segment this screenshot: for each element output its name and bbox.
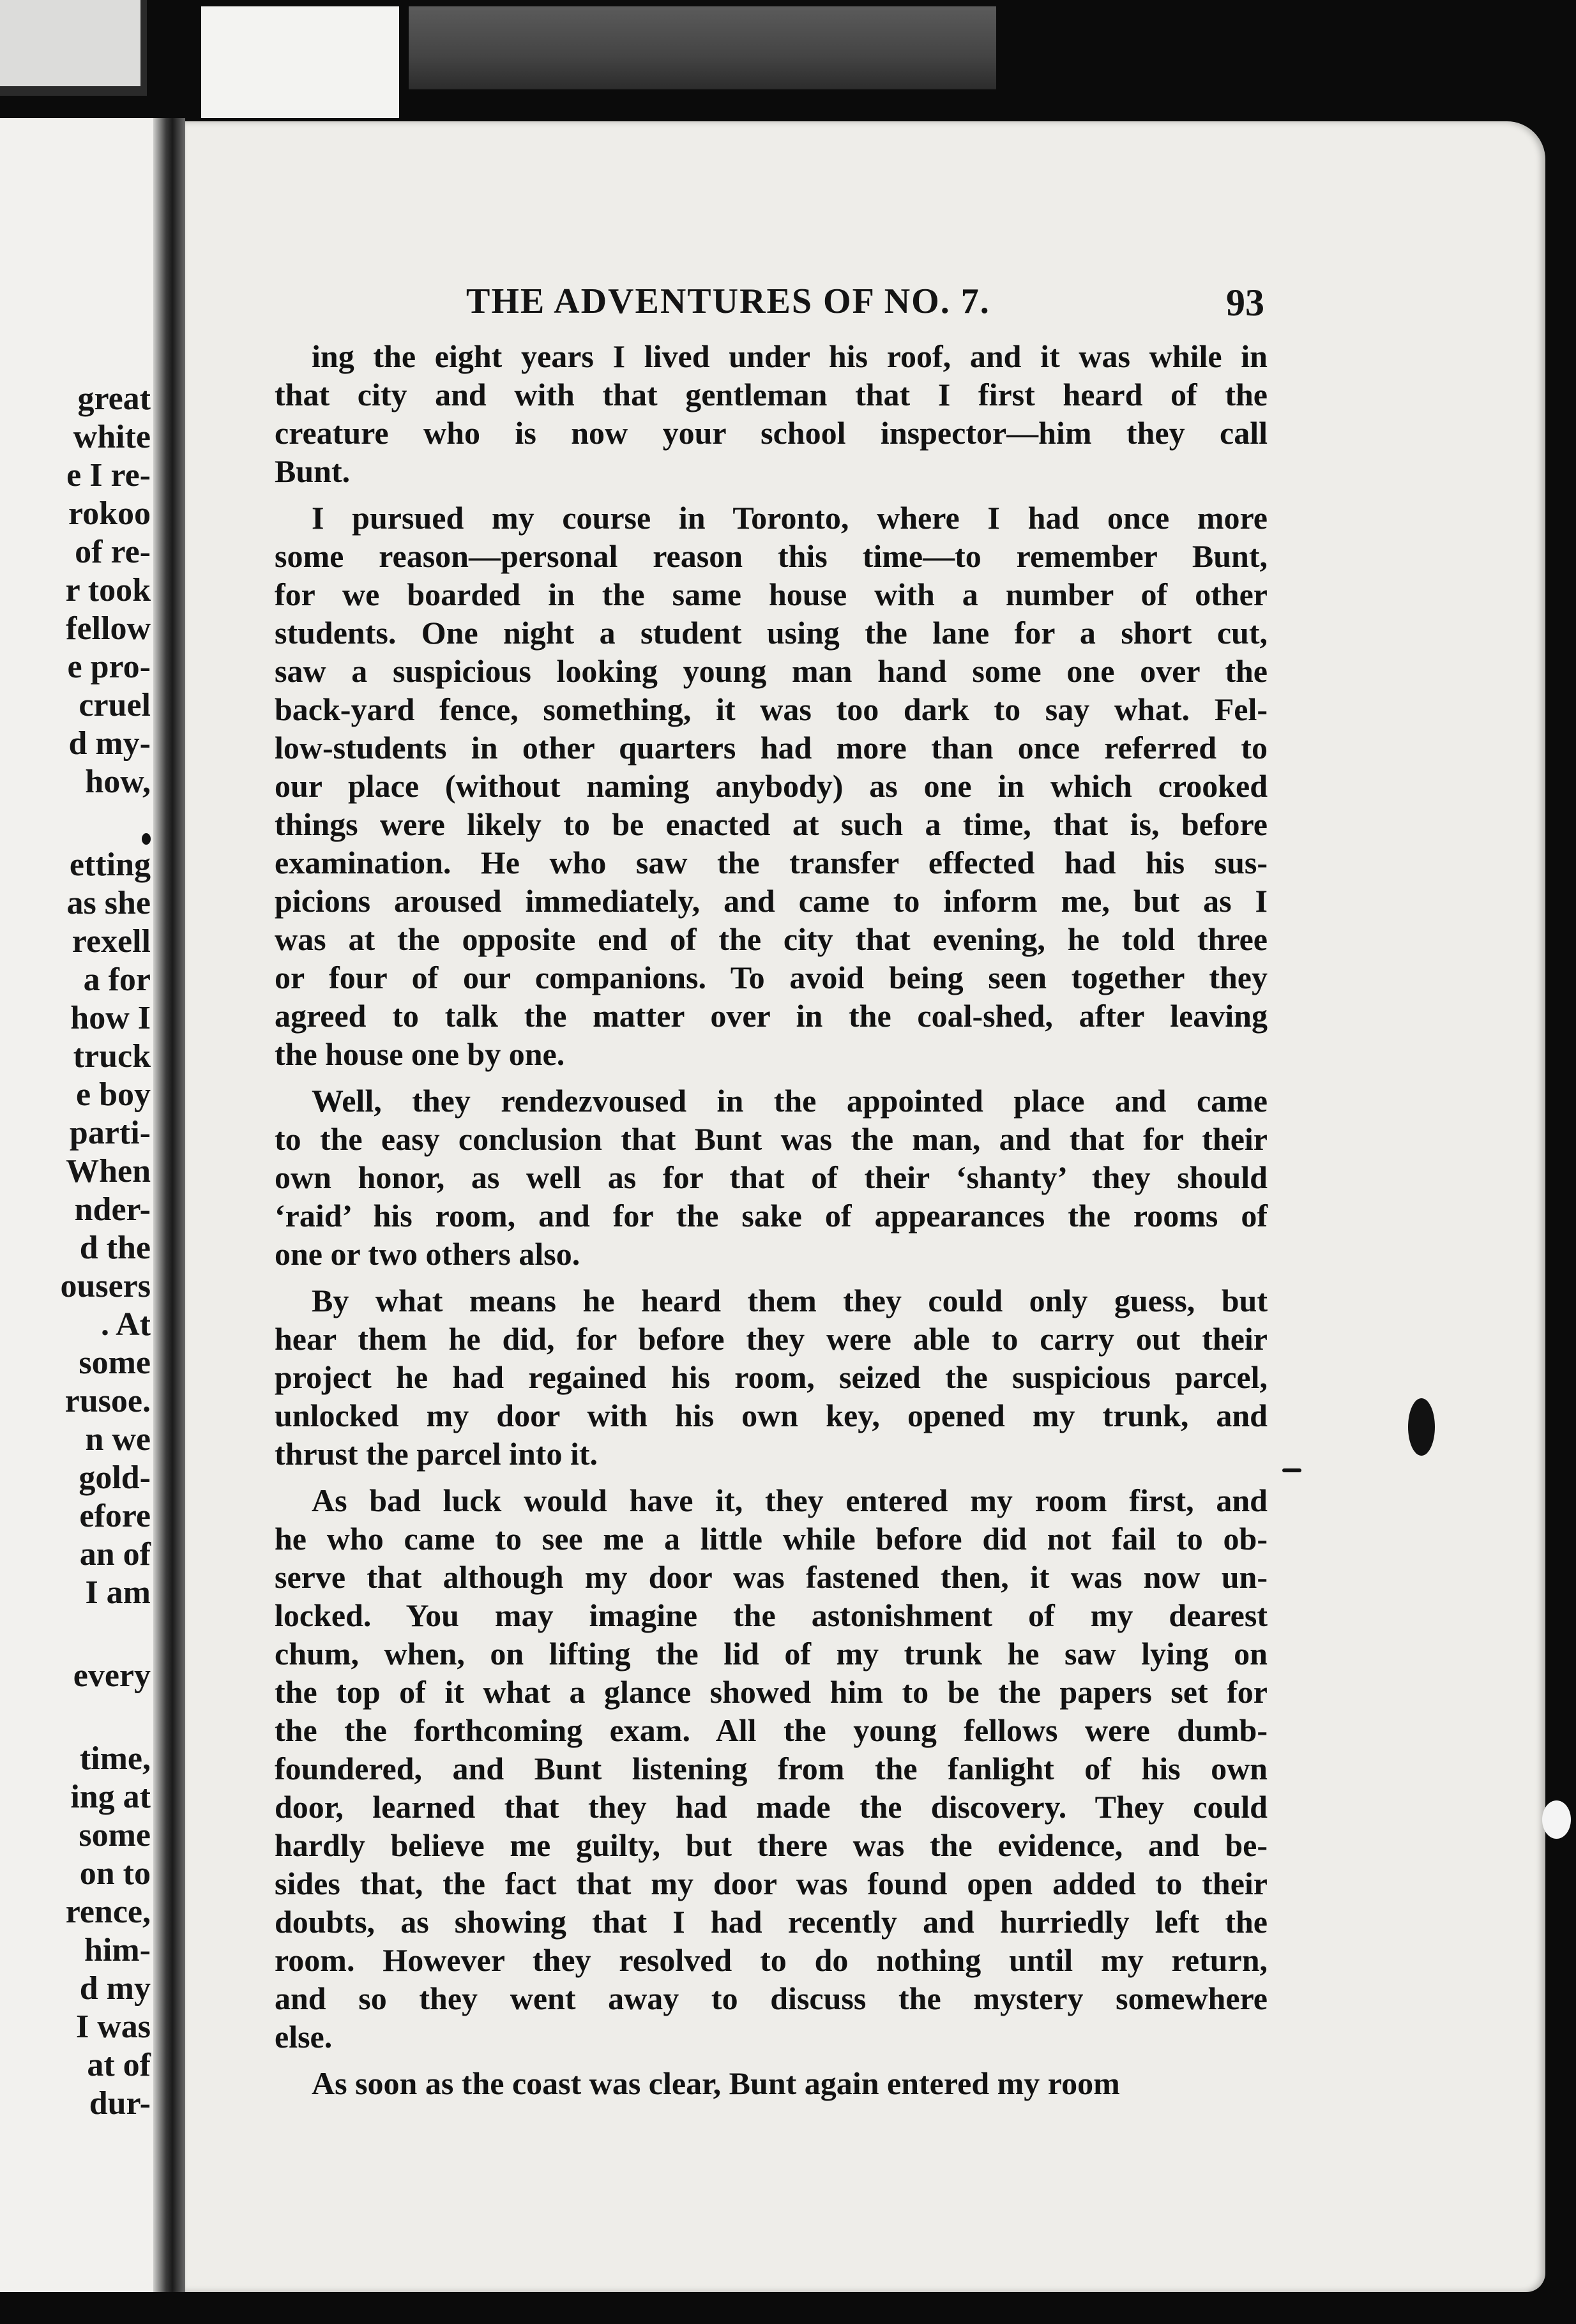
left-page-fragment: efore bbox=[79, 1498, 151, 1534]
left-page-fragment: dur- bbox=[89, 2085, 151, 2122]
left-page-fragment: rexell bbox=[72, 923, 151, 960]
text-line: saw a suspicious looking young man hand some one over the bbox=[275, 653, 1268, 689]
left-page-fragment: e I re- bbox=[66, 457, 151, 494]
left-page-fragment: gold- bbox=[79, 1460, 151, 1496]
ink-blot bbox=[1408, 1398, 1435, 1456]
text-line: was at the opposite end of the city that evening, he told three bbox=[275, 921, 1268, 957]
left-page-fragment: every bbox=[73, 1657, 151, 1694]
text-line: serve that although my door was fastened then, it was now un- bbox=[275, 1559, 1268, 1595]
text-line: By what means he heard them they could only guess, but bbox=[312, 1283, 1268, 1318]
text-line: creature who is now your school inspector—him they call bbox=[275, 415, 1268, 451]
left-page-fragment: ousers bbox=[60, 1268, 151, 1304]
text-line: students. One night a student using the lane for a short cut, bbox=[275, 615, 1268, 651]
paragraph-gap bbox=[275, 490, 1268, 499]
text-line: the the forthcoming exam. All the young fellows were dumb- bbox=[275, 1712, 1268, 1748]
left-page-fragment: time, bbox=[79, 1740, 151, 1777]
body-text bbox=[275, 337, 1268, 2102]
left-page-fragment: great bbox=[77, 381, 151, 417]
text-line: Well, they rendezvoused in the appointed place and came bbox=[312, 1083, 1268, 1119]
text-line: agreed to talk the matter over in the coal-shed, after leaving bbox=[275, 998, 1268, 1034]
left-page-fragment: I was bbox=[75, 2009, 151, 2045]
text-line: low-students in other quarters had more than once referred to bbox=[275, 730, 1268, 766]
left-page-fragment: . At bbox=[101, 1306, 151, 1343]
left-page-fragment: cruel bbox=[79, 687, 151, 723]
left-page-fragment: e boy bbox=[76, 1076, 151, 1113]
text-line: project he had regained his room, seized the suspicious parcel, bbox=[275, 1359, 1268, 1395]
text-line: locked. You may imagine the astonishment of my dearest bbox=[275, 1597, 1268, 1633]
left-page-fragment: rusoe. bbox=[64, 1383, 151, 1419]
left-page-fragment: on to bbox=[79, 1855, 151, 1892]
text-line: one or two others also. bbox=[275, 1236, 580, 1272]
text-line: some reason—personal reason this time—to remember Bunt, bbox=[275, 538, 1268, 574]
left-page-fragment: d my- bbox=[68, 725, 151, 762]
text-line: hear them he did, for before they were able to carry out their bbox=[275, 1321, 1268, 1357]
paragraph-gap bbox=[275, 1073, 1268, 1082]
left-page-fragment: When bbox=[66, 1153, 151, 1189]
text-line: sides that, the fact that my door was found open added to their bbox=[275, 1866, 1268, 1901]
text-line: our place (without naming anybody) as one in which crooked bbox=[275, 768, 1268, 804]
adjacent-left-page bbox=[0, 118, 153, 2292]
text-line: chum, when, on lifting the lid of my trunk he saw lying on bbox=[275, 1636, 1268, 1671]
text-line: that city and with that gentleman that I first heard of the bbox=[275, 377, 1268, 412]
left-page-fragment: some bbox=[79, 1817, 151, 1853]
paper-fleck bbox=[1542, 1800, 1571, 1839]
text-line: back-yard fence, something, it was too dark to say what. Fel- bbox=[275, 691, 1268, 727]
text-line: own honor, as well as for that of their ‘shanty’ they should bbox=[275, 1159, 1268, 1195]
left-page-fragment: d the bbox=[79, 1230, 151, 1266]
text-line: As bad luck would have it, they entered my room first, and bbox=[312, 1483, 1268, 1518]
text-line: or four of our companions. To avoid being seen together they bbox=[275, 960, 1268, 995]
text-line: the top of it what a glance showed him to be the papers set for bbox=[275, 1674, 1268, 1710]
left-page-fragment: I am bbox=[85, 1574, 151, 1611]
left-page-fragment: nder- bbox=[74, 1191, 151, 1228]
text-line: the house one by one. bbox=[275, 1036, 565, 1072]
text-line: ing the eight years I lived under his roof, and it was while in bbox=[312, 338, 1268, 374]
text-line: examination. He who saw the transfer effected had his sus- bbox=[275, 845, 1268, 880]
text-line: doubts, as showing that I had recently and hurriedly left the bbox=[275, 1904, 1268, 1940]
left-page-fragment: white bbox=[73, 419, 151, 455]
left-page-fragment: some bbox=[79, 1345, 151, 1381]
running-head-title: THE ADVENTURES OF NO. 7. bbox=[466, 282, 990, 321]
text-line: things were likely to be enacted at such a time, that is, before bbox=[275, 806, 1268, 842]
left-page-fragment: at of bbox=[87, 2047, 151, 2083]
text-line: foundered, and Bunt listening from the fanlight of his own bbox=[275, 1751, 1268, 1786]
left-page-fragment: fellow bbox=[66, 610, 151, 647]
left-page-fragment: of re- bbox=[75, 534, 151, 570]
left-page-fragment: truck bbox=[73, 1038, 151, 1075]
left-page-fragment: him- bbox=[84, 1932, 151, 1968]
ink-speck bbox=[1282, 1468, 1301, 1472]
left-page-fragment: an of bbox=[79, 1536, 151, 1573]
top-paper-tab bbox=[201, 6, 399, 118]
left-page-fragment: r took bbox=[65, 572, 151, 608]
text-line: As soon as the coast was clear, Bunt again entered my room bbox=[312, 2065, 1120, 2101]
left-page-fragment: e pro- bbox=[67, 649, 151, 685]
left-page-fragment: n we bbox=[85, 1421, 151, 1458]
paragraph-gap bbox=[275, 1273, 1268, 1281]
text-line: door, learned that they had made the discovery. They could bbox=[275, 1789, 1268, 1825]
text-line: I pursued my course in Toronto, where I had once more bbox=[312, 500, 1268, 536]
text-line: Bunt. bbox=[275, 453, 351, 489]
left-page-fragment: etting bbox=[69, 847, 151, 883]
left-page-fragment: rence, bbox=[65, 1894, 151, 1930]
book-gutter bbox=[153, 118, 185, 2292]
top-dark-strip bbox=[409, 6, 996, 89]
text-line: hardly believe me guilty, but there was the evidence, and be- bbox=[275, 1827, 1268, 1863]
text-line: thrust the parcel into it. bbox=[275, 1436, 598, 1472]
paragraph-gap bbox=[275, 2056, 1268, 2064]
left-page-fragment: how, bbox=[85, 764, 151, 800]
page-number: 93 bbox=[1226, 282, 1264, 324]
left-page-fragment: as she bbox=[66, 885, 151, 921]
text-line: he who came to see me a little while before did not fail to ob- bbox=[275, 1521, 1268, 1557]
paragraph-gap bbox=[275, 1473, 1268, 1481]
left-page-fragment: rokoo bbox=[68, 495, 151, 532]
text-line: and so they went away to discuss the mystery somewhere bbox=[275, 1981, 1268, 2016]
ink-dot bbox=[142, 833, 151, 845]
text-line: unlocked my door with his own key, opened my trunk, and bbox=[275, 1398, 1268, 1433]
text-line: else. bbox=[275, 2019, 333, 2055]
text-line: for we boarded in the same house with a number of other bbox=[275, 577, 1268, 612]
text-line: ‘raid’ his room, and for the sake of appearances the rooms of bbox=[275, 1198, 1268, 1234]
top-left-page-corner bbox=[0, 0, 140, 86]
running-head bbox=[275, 281, 1277, 326]
text-line: to the easy conclusion that Bunt was the man, and that for their bbox=[275, 1121, 1268, 1157]
left-page-fragment: parti- bbox=[69, 1115, 151, 1151]
left-page-fragment: d my bbox=[79, 1970, 151, 2007]
left-page-fragment: a for bbox=[83, 962, 151, 998]
left-page-fragment: ing at bbox=[70, 1779, 151, 1815]
left-page-fragment: how I bbox=[70, 1000, 151, 1036]
text-line: room. However they resolved to do nothing until my return, bbox=[275, 1942, 1268, 1978]
text-line: picions aroused immediately, and came to inform me, but as I bbox=[275, 883, 1268, 919]
